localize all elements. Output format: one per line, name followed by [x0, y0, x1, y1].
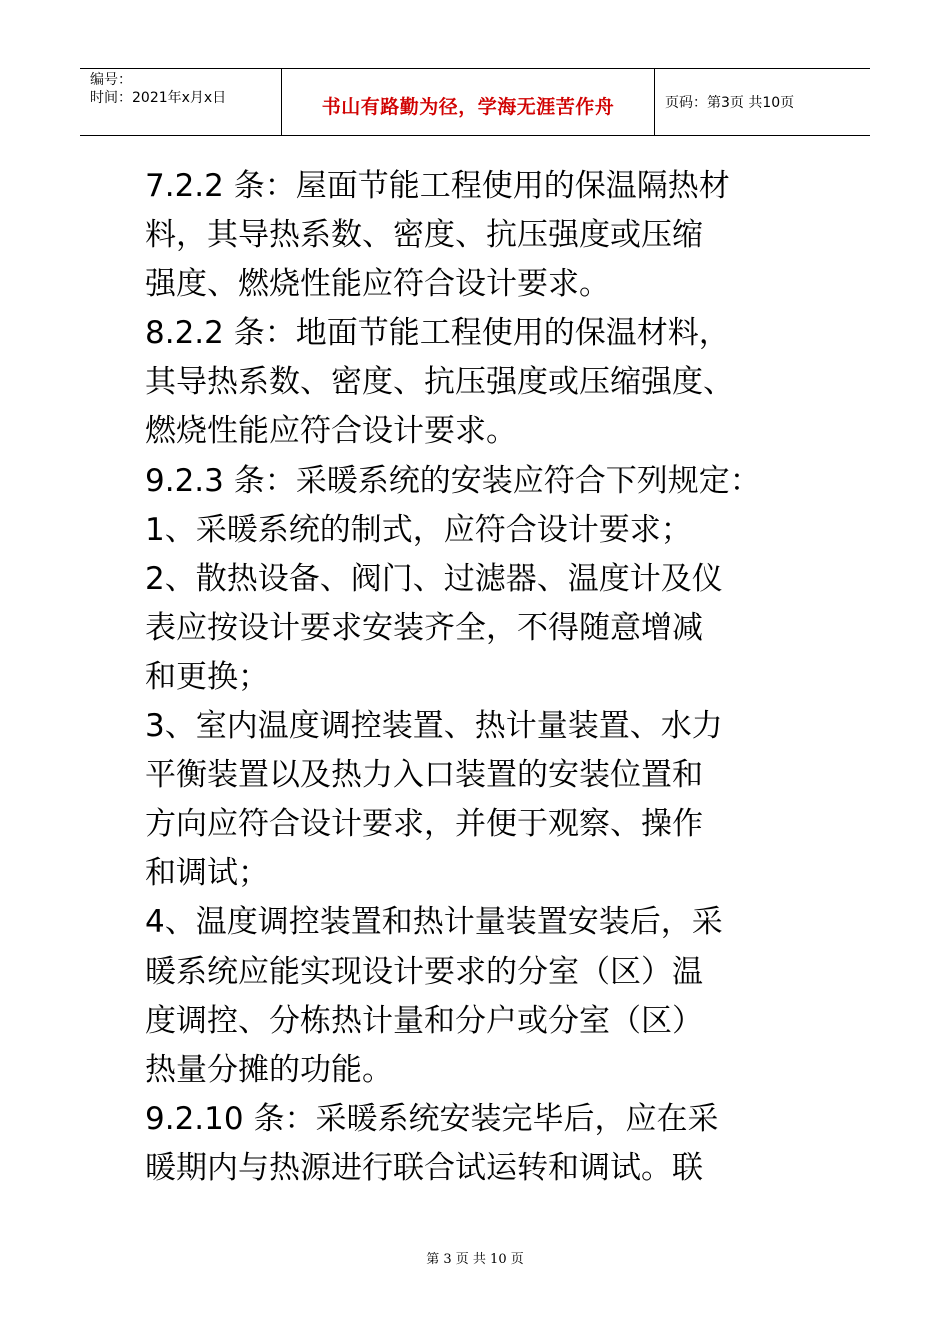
body-line: 8.2.2 条：地面节能工程使用的保温材料， — [145, 315, 730, 352]
body-line: 表应按设计要求安装齐全，不得随意增减 — [145, 609, 703, 646]
header-page-cell — [655, 69, 870, 135]
body-line: 4、温度调控装置和热计量装置安装后，采 — [145, 904, 723, 941]
header-meta-cell — [80, 69, 282, 135]
body-line: 其导热系数、密度、抗压强度或压缩强度、 — [145, 364, 734, 401]
header-motto-cell — [282, 69, 655, 135]
body-line: 方向应符合设计要求，并便于观察、操作 — [145, 806, 703, 843]
footer-page-number: 第 3 页 共 10 页 — [426, 1252, 524, 1267]
body-line: 2、散热设备、阀门、过滤器、温度计及仪 — [145, 560, 723, 597]
body-line: 料，其导热系数、密度、抗压强度或压缩 — [145, 217, 703, 254]
document-time-label: 时间：2021年x月x日 — [90, 90, 227, 106]
body-line: 和更换； — [145, 658, 269, 695]
body-line: 3、室内温度调控装置、热计量装置、水力 — [145, 708, 723, 745]
document-body — [145, 162, 805, 1193]
document-number-label: 编号： — [90, 72, 132, 88]
page-footer — [0, 1248, 950, 1267]
body-line: 暖期内与热源进行联合试运转和调试。联 — [145, 1149, 703, 1186]
body-line: 强度、燃烧性能应符合设计要求。 — [145, 266, 610, 303]
body-line: 和调试； — [145, 855, 269, 892]
body-line: 热量分摊的功能。 — [145, 1051, 393, 1088]
body-line: 9.2.3 条：采暖系统的安装应符合下列规定： — [145, 462, 761, 499]
header-motto: 书山有路勤为径，学海无涯苦作舟 — [321, 95, 615, 118]
body-line: 1、采暖系统的制式，应符合设计要求； — [145, 511, 692, 548]
body-line: 度调控、分栋热计量和分户或分室（区） — [145, 1002, 703, 1039]
page-header — [80, 68, 870, 136]
body-line: 燃烧性能应符合设计要求。 — [145, 413, 517, 450]
body-line: 7.2.2 条：屋面节能工程使用的保温隔热材 — [145, 168, 730, 204]
body-line: 9.2.10 条：采暖系统安装完毕后，应在采 — [145, 1100, 719, 1137]
body-line: 暖系统应能实现设计要求的分室（区）温 — [145, 953, 703, 990]
header-page-info: 页码：第3页 共10页 — [665, 95, 795, 111]
body-line: 平衡装置以及热力入口装置的安装位置和 — [145, 757, 703, 794]
